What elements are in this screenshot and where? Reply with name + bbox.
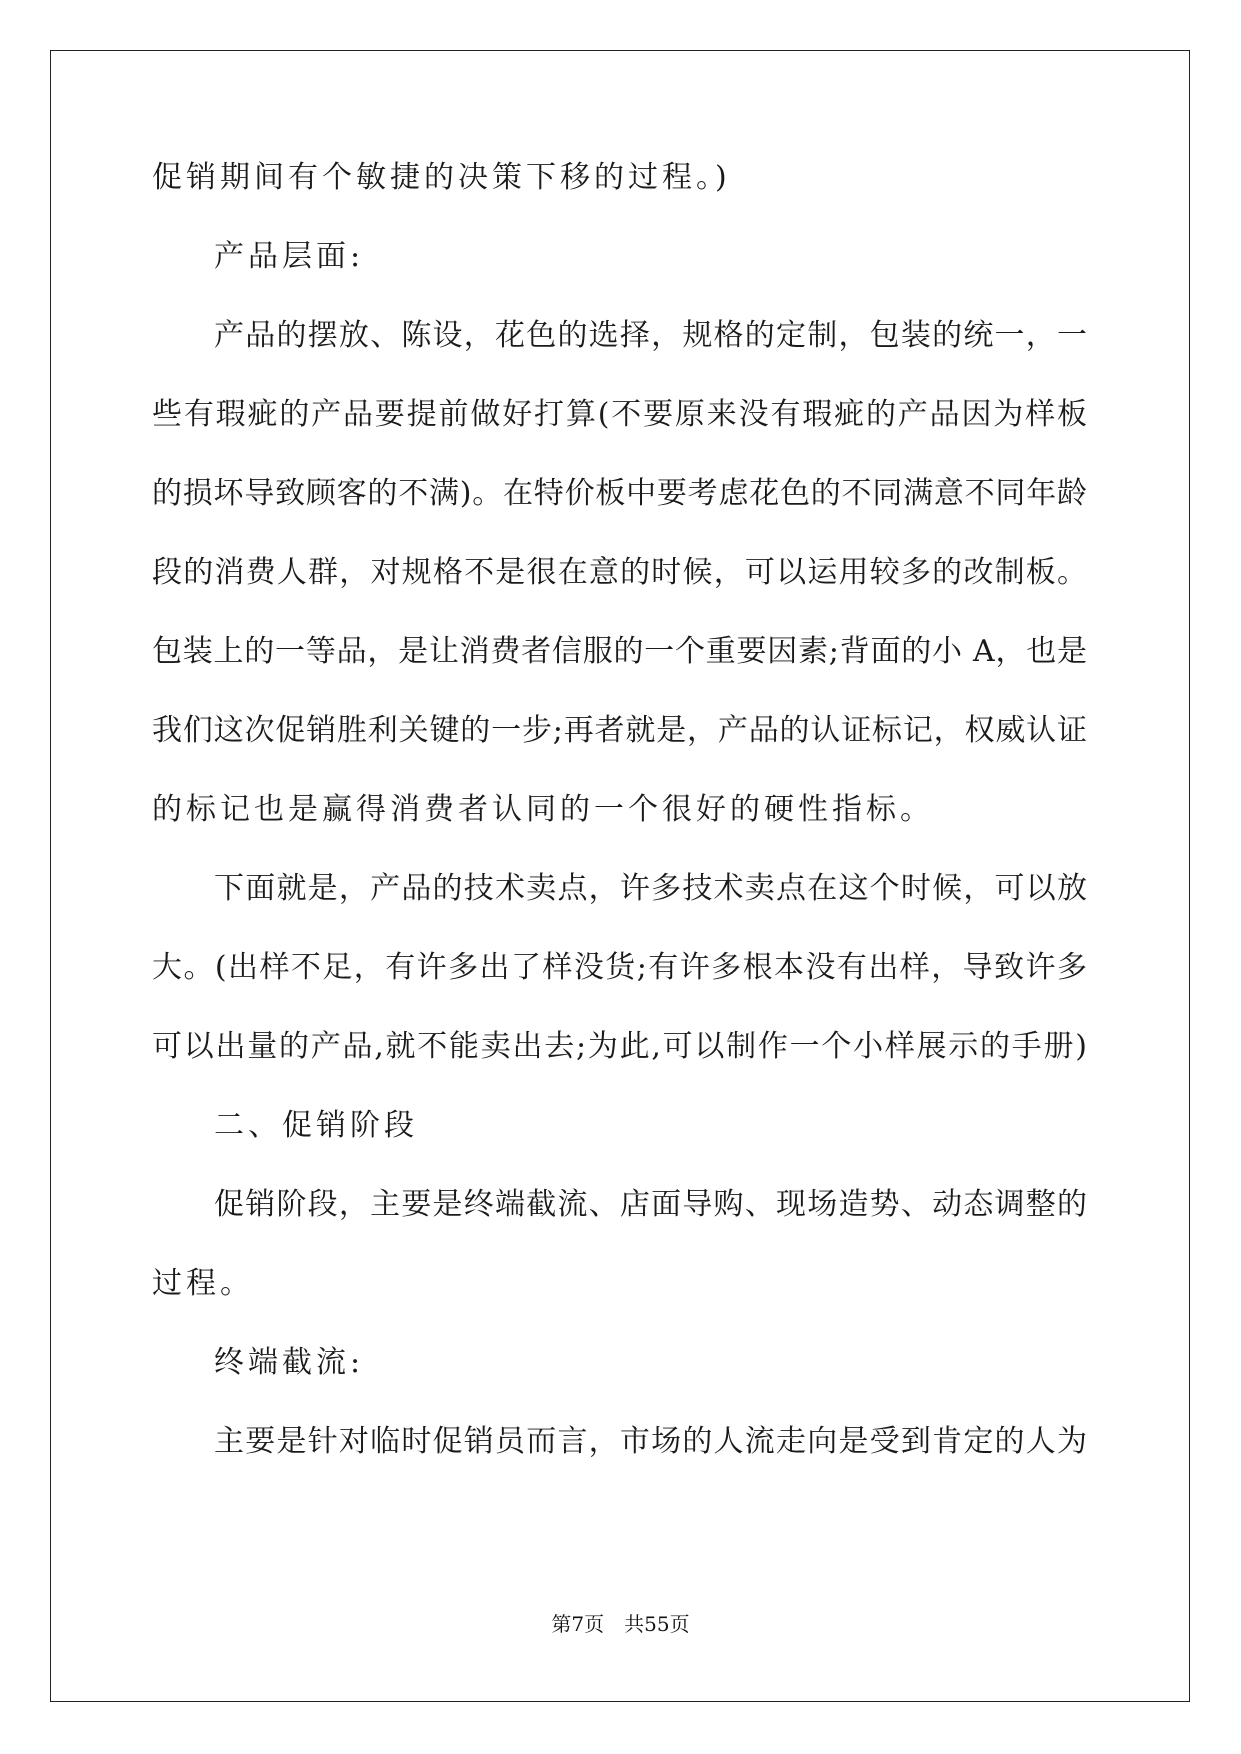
paragraph-line: 促销阶段，主要是终端截流、店面导购、现场造势、动态调整的 [214, 1187, 1087, 1222]
section-heading: 二、促销阶段 [214, 1108, 418, 1143]
paragraph-line: 主要是针对临时促销员而言，市场的人流走向是受到肯定的人为 [214, 1424, 1087, 1459]
paragraph-line: 产品的摆放、陈设，花色的选择，规格的定制，包装的统一，一 [214, 318, 1087, 353]
paragraph-line: 段的消费人群，对规格不是很在意的时候，可以运用较多的改制板。 [152, 555, 1087, 590]
section-heading: 终端截流: [214, 1345, 365, 1380]
paragraph-line: 些有瑕疵的产品要提前做好打算(不要原来没有瑕疵的产品因为样板 [152, 397, 1087, 432]
paragraph-line: 可以出量的产品,就不能卖出去;为此,可以制作一个小样展示的手册) [152, 1029, 1087, 1064]
page-number-footer: 第7页 共55页 [551, 1612, 690, 1636]
paragraph-line: 大。(出样不足，有许多出了样没货;有许多根本没有出样，导致许多 [152, 950, 1087, 985]
paragraph-line: 我们这次促销胜利关键的一步;再者就是，产品的认证标记，权威认证 [152, 713, 1087, 748]
paragraph-line: 包装上的一等品，是让消费者信服的一个重要因素;背面的小 A，也是 [152, 634, 1087, 669]
section-heading: 产品层面: [214, 239, 365, 274]
paragraph-line: 的损坏导致顾客的不满)。在特价板中要考虑花色的不同满意不同年龄 [152, 476, 1087, 511]
paragraph-line: 促销期间有个敏捷的决策下移的过程。) [152, 160, 731, 195]
paragraph-line: 的标记也是赢得消费者认同的一个很好的硬性指标。 [152, 792, 934, 827]
paragraph-line: 过程。 [152, 1266, 254, 1301]
document-body [152, 160, 1087, 1503]
paragraph-line: 下面就是，产品的技术卖点，许多技术卖点在这个时候，可以放 [214, 871, 1087, 906]
